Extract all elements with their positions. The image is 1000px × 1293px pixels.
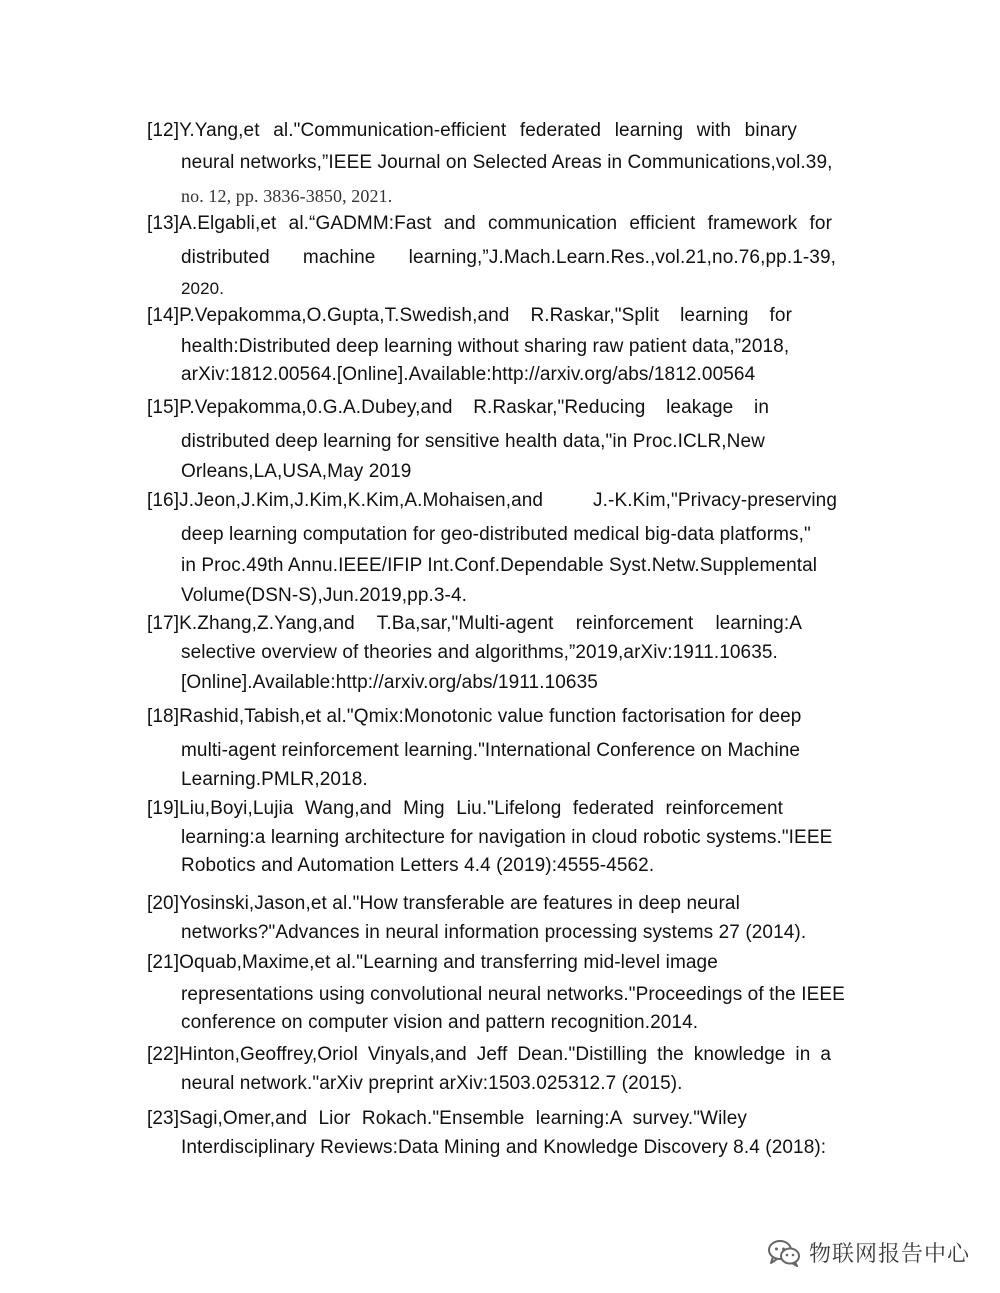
reference-line: selective overview of theories and algorithms,”2019,arXiv:1911.10635. bbox=[181, 642, 778, 663]
reference-line: networks?"Advances in neural information processing systems 27 (2014). bbox=[181, 922, 807, 943]
watermark-text: 物联网报告中心 bbox=[808, 1242, 970, 1267]
reference-line: learning:a learning architecture for navigation in cloud robotic systems."IEEE bbox=[181, 827, 833, 848]
reference-line: Learning.PMLR,2018. bbox=[181, 769, 368, 790]
reference-line: conference on computer vision and pattern recognition.2014. bbox=[181, 1012, 699, 1033]
reference-line: [18]Rashid,Tabish,et al."Qmix:Monotonic value function factorisation for deep bbox=[147, 706, 802, 727]
reference-line: [21]Oquab,Maxime,et al."Learning and transferring mid-level image bbox=[147, 952, 718, 973]
reference-line: distributed deep learning for sensitive health data,"in Proc.ICLR,New bbox=[181, 431, 765, 452]
reference-line: arXiv:1812.00564.[Online].Available:http://arxiv.org/abs/1812.00564 bbox=[181, 364, 756, 385]
reference-line: [17]K.Zhang,Z.Yang,and T.Ba,sar,"Multi-agent reinforcement learning:A bbox=[147, 613, 802, 634]
reference-line: no. 12, pp. 3836-3850, 2021. bbox=[181, 186, 393, 206]
wechat-icon bbox=[767, 1239, 801, 1267]
reference-line: neural network."arXiv preprint arXiv:1503.025312.7 (2015). bbox=[181, 1073, 683, 1094]
reference-line: in Proc.49th Annu.IEEE/IFIP Int.Conf.Dependable Syst.Netw.Supplemental bbox=[181, 555, 818, 576]
reference-line: deep learning computation for geo-distributed medical big-data platforms," bbox=[181, 524, 811, 545]
reference-line: [15]P.Vepakomma,0.G.A.Dubey,and R.Raskar,"Reducing leakage in bbox=[147, 397, 769, 418]
reference-line: [12]Y.Yang,et al."Communication-efficient federated learning with binary bbox=[147, 120, 797, 141]
watermark bbox=[767, 1237, 970, 1268]
reference-line: [22]Hinton,Geoffrey,Oriol Vinyals,and Jeff Dean."Distilling the knowledge in a bbox=[147, 1044, 831, 1065]
reference-line: 2020. bbox=[181, 279, 225, 298]
reference-line: representations using convolutional neural networks."Proceedings of the IEEE bbox=[181, 984, 845, 1005]
reference-line: Robotics and Automation Letters 4.4 (2019):4555-4562. bbox=[181, 855, 655, 876]
reference-line: [13]A.Elgabli,et al.“GADMM:Fast and communication efficient framework for bbox=[147, 213, 832, 234]
reference-line: [20]Yosinski,Jason,et al."How transferable are features in deep neural bbox=[147, 893, 740, 914]
reference-line: multi-agent reinforcement learning."International Conference on Machine bbox=[181, 740, 801, 761]
reference-line: Interdisciplinary Reviews:Data Mining and Knowledge Discovery 8.4 (2018): bbox=[181, 1137, 827, 1158]
reference-line: [14]P.Vepakomma,O.Gupta,T.Swedish,and R.Raskar,"Split learning for bbox=[147, 305, 792, 326]
reference-line: health:Distributed deep learning without sharing raw patient data,”2018, bbox=[181, 336, 790, 357]
reference-line: [16]J.Jeon,J.Kim,J.Kim,K.Kim,A.Mohaisen,and J.-K.Kim,"Privacy-preserving bbox=[147, 490, 837, 511]
reference-line: distributed machine learning,”J.Mach.Learn.Res.,vol.21,no.76,pp.1-39, bbox=[181, 247, 836, 268]
reference-line: [Online].Available:http://arxiv.org/abs/1911.10635 bbox=[181, 672, 598, 693]
reference-line: [23]Sagi,Omer,and Lior Rokach."Ensemble learning:A survey."Wiley bbox=[147, 1108, 747, 1129]
reference-line: Orleans,LA,USA,May 2019 bbox=[181, 461, 412, 482]
reference-line: [19]Liu,Boyi,Lujia Wang,and Ming Liu."Lifelong federated reinforcement bbox=[147, 798, 783, 819]
reference-line: Volume(DSN-S),Jun.2019,pp.3-4. bbox=[181, 585, 468, 606]
reference-line: neural networks,”IEEE Journal on Selected Areas in Communications,vol.39, bbox=[181, 152, 833, 173]
